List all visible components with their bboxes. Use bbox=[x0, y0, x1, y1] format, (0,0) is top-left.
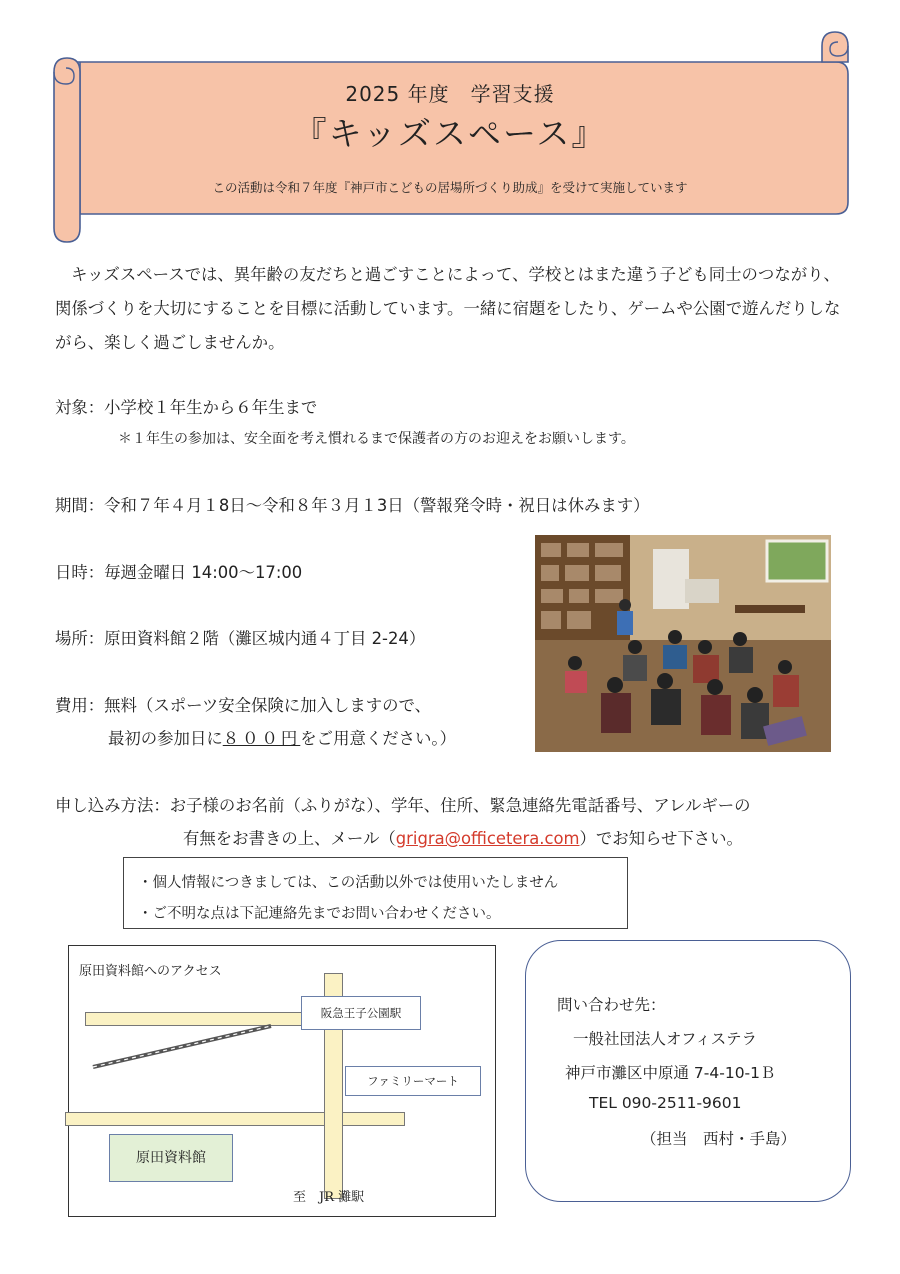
notice-item: ・ご不明な点は下記連絡先までお問い合わせください。 bbox=[138, 906, 501, 922]
contact-org: 一般社団法人オフィステラ bbox=[573, 1030, 757, 1048]
fee-text-before: 最初の参加日に bbox=[108, 729, 223, 748]
application-text-after: ）でお知らせ下さい。 bbox=[579, 829, 743, 848]
application-line: 申し込み方法：お子様のお名前（ふりがな）、学年、住所、緊急連絡先電話番号、アレルギーの bbox=[55, 796, 751, 815]
schedule-line: 日時：毎週金曜日 14:00～17:00 bbox=[55, 563, 303, 582]
access-map bbox=[68, 945, 496, 1217]
fee-line: 費用：無料（スポーツ安全保険に加入しますので、 bbox=[55, 696, 431, 715]
notice-item: ・個人情報につきましては、この活動以外では使用いたしません bbox=[138, 875, 559, 891]
contact-heading: 問い合わせ先： bbox=[557, 996, 666, 1014]
grant-note: この活動は令和７年度『神戸市こどもの居場所づくり助成』を受けて実施しています bbox=[212, 180, 688, 195]
station-label: 阪急王子公園駅 bbox=[301, 996, 421, 1030]
intro-paragraph: キッズスペースでは、異年齢の友だちと過ごすことによって、学校とはまた違う子ども同士のつながり、関係づくりを大切にすることを目標に活動しています。一緒に宿題をしたり、ゲームや公園で遊んだりしながら、楽しく過ごしませんか。 bbox=[55, 265, 841, 352]
page-title: 『キッズスペース』 bbox=[293, 114, 607, 153]
fee-amount: ８００円 bbox=[222, 729, 301, 748]
year-heading: 2025 年度 学習支援 bbox=[345, 82, 555, 106]
application-text-before: 有無をお書きの上、メール（ bbox=[183, 829, 396, 848]
notice-box bbox=[123, 857, 628, 929]
classroom-photo bbox=[535, 535, 831, 752]
map-title: 原田資料館へのアクセス bbox=[79, 964, 222, 979]
contact-staff: （担当 西村・手島） bbox=[641, 1130, 797, 1148]
store-label: ファミリーマート bbox=[345, 1066, 481, 1096]
period-line: 期間：令和７年４月１8日～令和８年３月１3日（警報発令時・祝日は休みます） bbox=[55, 496, 650, 515]
place-line: 場所：原田資料館２階（灘区城内通４丁目 2-24） bbox=[55, 629, 426, 648]
fee-text-after: をご用意ください。） bbox=[300, 729, 457, 748]
contact-phone: TEL 090-2511-9601 bbox=[589, 1094, 742, 1112]
target-line: 対象：小学校１年生から６年生まで bbox=[55, 398, 318, 417]
application-line-2 bbox=[183, 825, 743, 849]
direction-label: 至 JR 灘駅 bbox=[293, 1190, 365, 1205]
contact-box bbox=[525, 940, 851, 1202]
contact-address: 神戸市灘区中原通 7-4-10-1Ｂ bbox=[565, 1064, 776, 1082]
museum-label: 原田資料館 bbox=[109, 1134, 233, 1182]
fee-line-2 bbox=[108, 725, 456, 749]
target-note: ＊１年生の参加は、安全面を考え慣れるまで保護者の方のお迎えをお願いします。 bbox=[118, 431, 635, 447]
email-link[interactable]: grigra@officetera.com bbox=[395, 829, 580, 848]
